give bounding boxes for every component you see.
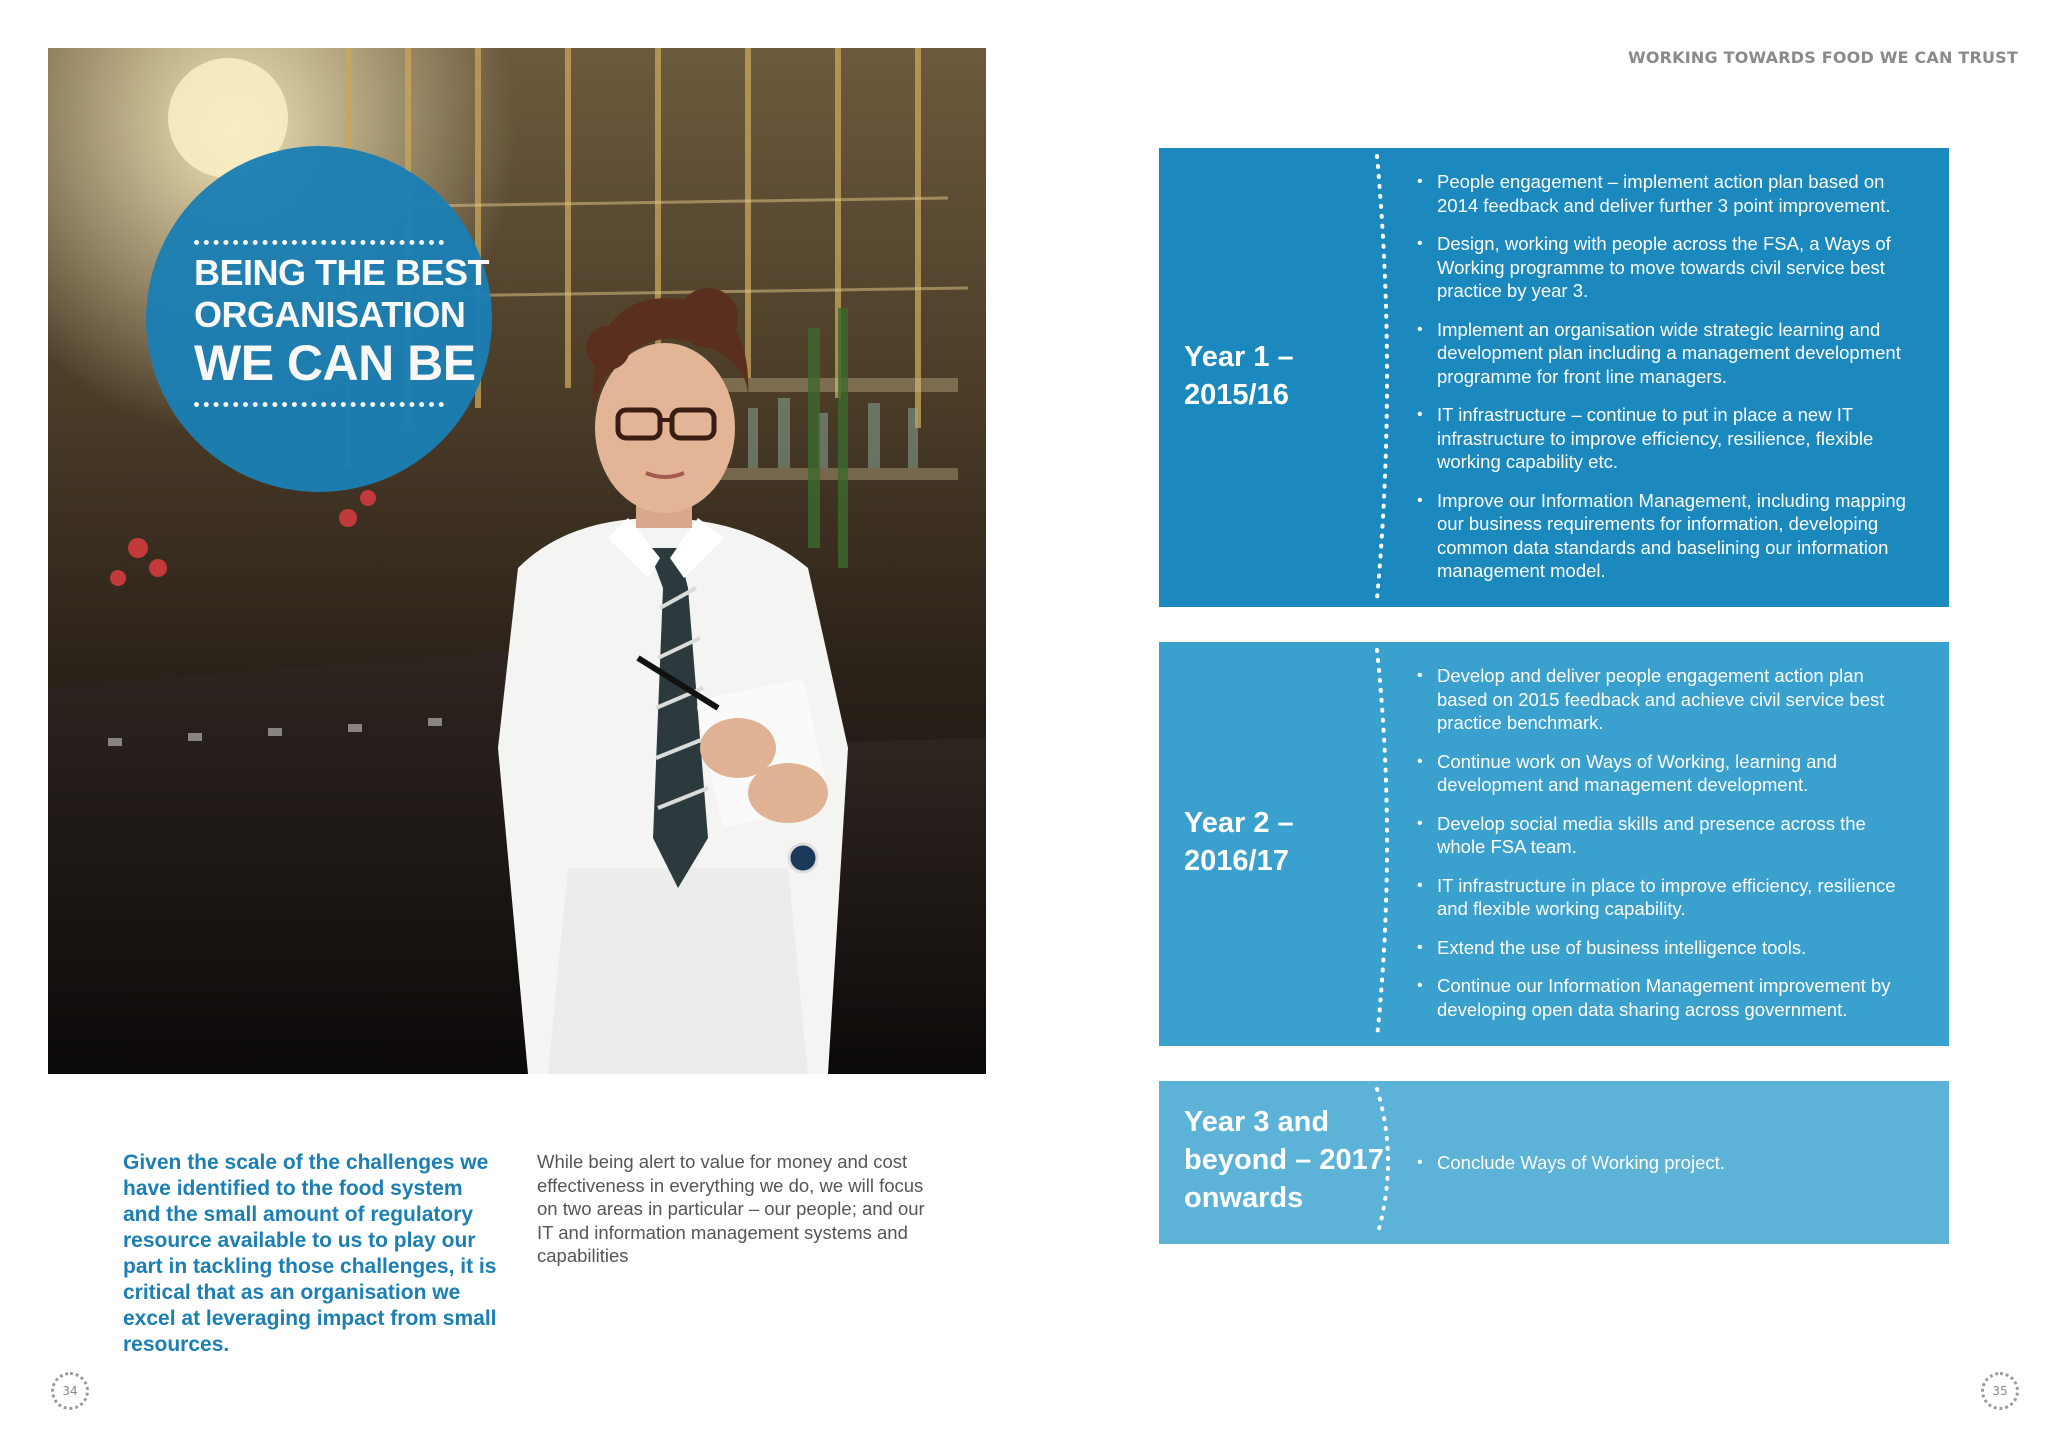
year-1-label-line-2: 2015/16 bbox=[1184, 379, 1289, 411]
year-2-list bbox=[1417, 664, 1917, 1036]
dotted-divider bbox=[1159, 148, 1419, 607]
list-item: • Implement an organisation wide strategic learning and development plan including a management development programme for front line managers. bbox=[1417, 318, 1917, 389]
dotted-rule-bottom bbox=[194, 402, 444, 407]
page-number-left: 34 bbox=[51, 1372, 89, 1410]
list-item: • Improve our Information Management, including mapping our business requirements for information, developing common data standards and baselining our information management model. bbox=[1417, 489, 1917, 583]
section-title-circle bbox=[146, 146, 492, 492]
timeline-year-2 bbox=[1159, 642, 1949, 1046]
year-1-label-line-1: Year 1 – bbox=[1184, 341, 1294, 373]
list-item: • Develop social media skills and presence across the whole FSA team. bbox=[1417, 812, 1917, 859]
section-title-line-2: ORGANISATION bbox=[194, 294, 466, 335]
timeline-year-3 bbox=[1159, 1081, 1949, 1244]
year-3-label-line-1: Year 3 and bbox=[1184, 1106, 1330, 1138]
list-item: • Extend the use of business intelligence tools. bbox=[1417, 936, 1917, 960]
page-number-right: 35 bbox=[1981, 1372, 2019, 1410]
year-1-list bbox=[1417, 170, 1917, 598]
list-item: • People engagement – implement action plan based on 2014 feedback and deliver further 3 point improvement. bbox=[1417, 170, 1917, 217]
waitress-photo bbox=[48, 48, 986, 1074]
body-paragraph: While being alert to value for money and cost effectiveness in everything we do, we will focus on two areas in particular – our people; and our IT and information management systems and capabilities bbox=[537, 1151, 925, 1266]
list-item: • Design, working with people across the FSA, a Ways of Working programme to move towards civil service best practice by year 3. bbox=[1417, 232, 1917, 303]
list-item: • Continue work on Ways of Working, learning and development and management development. bbox=[1417, 750, 1917, 797]
year-3-label-line-2: beyond – 2017 bbox=[1184, 1144, 1384, 1176]
lead-paragraph: Given the scale of the challenges we have identified to the food system and the small amount of regulatory resource available to us to play our part in tackling those challenges, it is critical that as an organisation we excel at leveraging impact from small resources. bbox=[123, 1151, 497, 1356]
year-3-list bbox=[1417, 1151, 1917, 1190]
section-title-line-1: BEING THE BEST bbox=[194, 252, 490, 293]
year-2-label-line-1: Year 2 – bbox=[1184, 807, 1294, 839]
dotted-divider bbox=[1159, 642, 1419, 1046]
year-2-label-line-2: 2016/17 bbox=[1184, 845, 1289, 877]
dotted-divider bbox=[1159, 1081, 1419, 1244]
list-item: • Develop and deliver people engagement action plan based on 2015 feedback and achieve civil service best practice benchmark. bbox=[1417, 664, 1917, 735]
section-title-line-3: WE CAN BE bbox=[194, 335, 476, 391]
list-item: • Conclude Ways of Working project. bbox=[1417, 1151, 1917, 1175]
dotted-rule-top bbox=[194, 240, 444, 245]
year-3-label-line-3: onwards bbox=[1184, 1182, 1304, 1214]
list-item: • IT infrastructure – continue to put in place a new IT infrastructure to improve efficiency, resilience, flexible working capability etc. bbox=[1417, 403, 1917, 474]
list-item: • Continue our Information Management improvement by developing open data sharing across government. bbox=[1417, 974, 1917, 1021]
timeline-year-1 bbox=[1159, 148, 1949, 607]
running-header: WORKING TOWARDS FOOD WE CAN TRUST bbox=[1627, 48, 2018, 67]
list-item: • IT infrastructure in place to improve efficiency, resilience and flexible working capability. bbox=[1417, 874, 1917, 921]
